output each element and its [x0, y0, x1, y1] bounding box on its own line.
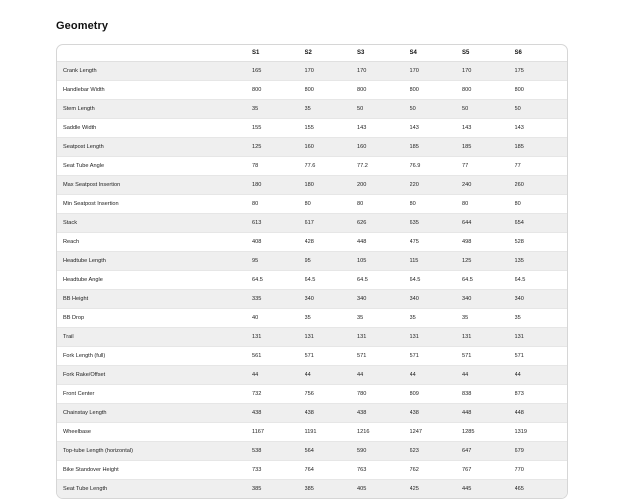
- table-cell-s3: 405: [357, 486, 367, 492]
- table-cell-s5: 131: [462, 334, 472, 340]
- table-row: [57, 195, 567, 214]
- table-row: [57, 404, 567, 423]
- table-cell-s6: 80: [514, 201, 521, 207]
- table-cell-s5: 77: [462, 163, 469, 169]
- table-cell-s3: 143: [357, 125, 367, 131]
- row-label: Saddle Width: [63, 125, 97, 131]
- table-cell-s2: 77.6: [304, 163, 316, 169]
- table-cell-s2: 385: [304, 486, 314, 492]
- row-label: Seatpost Length: [63, 144, 104, 150]
- table-row: [57, 423, 567, 442]
- table-cell-s4: 571: [409, 353, 419, 359]
- table-cell-s1: 800: [252, 87, 262, 93]
- table-row: [57, 309, 567, 328]
- table-cell-s1: 408: [252, 239, 262, 245]
- table-cell-s5: 50: [462, 106, 469, 112]
- table-cell-s6: 35: [514, 315, 521, 321]
- table-cell-s4: 50: [409, 106, 416, 112]
- row-label: BB Height: [63, 296, 89, 302]
- table-row: [57, 157, 567, 176]
- table-header-row: [57, 45, 567, 62]
- table-cell-s4: 220: [409, 182, 419, 188]
- table-cell-s6: 77: [514, 163, 521, 169]
- table-cell-s3: 170: [357, 68, 367, 74]
- table-cell-s6: 340: [514, 296, 524, 302]
- table-cell-s2: 155: [304, 125, 314, 131]
- table-cell-s3: 800: [357, 87, 367, 93]
- table-cell-s1: 1167: [252, 429, 265, 435]
- table-cell-s2: 35: [304, 106, 311, 112]
- table-cell-s1: 538: [252, 448, 262, 454]
- table-cell-s6: 50: [514, 106, 521, 112]
- table-cell-s1: 80: [252, 201, 259, 207]
- row-label: Max Seatpost Insertion: [63, 182, 121, 188]
- table-cell-s6: 448: [514, 410, 524, 416]
- table-cell-s6: 131: [514, 334, 524, 340]
- table-cell-s4: 35: [409, 315, 416, 321]
- table-cell-s4: 185: [409, 144, 419, 150]
- table-cell-s6: 571: [514, 353, 524, 359]
- table-row: [57, 366, 567, 385]
- table-cell-s5: 498: [462, 239, 472, 245]
- table-cell-s2: 428: [304, 239, 314, 245]
- table-cell-s5: 35: [462, 315, 469, 321]
- column-header-s4: S4: [410, 45, 463, 62]
- table-cell-s1: 335: [252, 296, 262, 302]
- table-cell-s2: 44: [304, 372, 311, 378]
- table-cell-s2: 160: [304, 144, 314, 150]
- table-cell-s4: 809: [409, 391, 419, 397]
- table-cell-s1: 64.5: [252, 277, 263, 283]
- table-cell-s1: 155: [252, 125, 262, 131]
- table-cell-s3: 590: [357, 448, 367, 454]
- row-label: Bike Standover Height: [63, 467, 119, 473]
- table-cell-s6: 770: [514, 467, 524, 473]
- table-cell-s5: 838: [462, 391, 472, 397]
- table-cell-s6: 175: [514, 68, 524, 74]
- table-cell-s3: 105: [357, 258, 367, 264]
- table-cell-s5: 185: [462, 144, 472, 150]
- table-cell-s4: 438: [409, 410, 419, 416]
- table-cell-s6: 800: [514, 87, 524, 93]
- table-cell-s5: 448: [462, 410, 472, 416]
- table-row: [57, 461, 567, 480]
- table-cell-s4: 635: [409, 220, 419, 226]
- table-cell-s1: 35: [252, 106, 259, 112]
- table-cell-s2: 64.5: [304, 277, 316, 283]
- table-cell-s4: 762: [409, 467, 419, 473]
- geometry-table-container: [56, 44, 568, 499]
- column-header-s3: S3: [357, 45, 410, 62]
- table-cell-s1: 44: [252, 372, 259, 378]
- table-cell-s4: 80: [409, 201, 416, 207]
- row-label: BB Drop: [63, 315, 85, 321]
- column-header-s2: S2: [305, 45, 358, 62]
- table-cell-s4: 170: [409, 68, 419, 74]
- table-cell-s2: 438: [304, 410, 314, 416]
- table-cell-s1: 613: [252, 220, 262, 226]
- table-row: [57, 81, 567, 100]
- row-label: Front Center: [63, 391, 95, 397]
- table-cell-s6: 1319: [514, 429, 527, 435]
- table-cell-s2: 571: [304, 353, 314, 359]
- row-label: Stack: [63, 220, 77, 226]
- row-label: Seat Tube Angle: [63, 163, 105, 169]
- table-row: [57, 119, 567, 138]
- table-cell-s5: 647: [462, 448, 472, 454]
- table-cell-s1: 732: [252, 391, 262, 397]
- table-cell-s1: 733: [252, 467, 262, 473]
- table-cell-s6: 64.5: [514, 277, 526, 283]
- table-cell-s4: 131: [409, 334, 419, 340]
- table-cell-s1: 561: [252, 353, 262, 359]
- table-cell-s5: 445: [462, 486, 472, 492]
- table-cell-s1: 180: [252, 182, 262, 188]
- table-cell-s3: 780: [357, 391, 367, 397]
- table-cell-s1: 165: [252, 68, 262, 74]
- row-label: Chainstay Length: [63, 410, 107, 416]
- table-cell-s4: 1247: [409, 429, 422, 435]
- table-cell-s3: 763: [357, 467, 367, 473]
- geometry-table: [57, 45, 567, 498]
- table-cell-s5: 1285: [462, 429, 475, 435]
- table-cell-s6: 465: [514, 486, 524, 492]
- row-label: Trail: [63, 334, 74, 340]
- table-row: [57, 385, 567, 404]
- table-cell-s3: 80: [357, 201, 364, 207]
- table-cell-s4: 143: [409, 125, 419, 131]
- table-cell-s4: 115: [409, 258, 419, 264]
- column-header-s5: S5: [462, 45, 515, 62]
- table-row: [57, 138, 567, 157]
- table-cell-s5: 800: [462, 87, 472, 93]
- table-cell-s2: 756: [304, 391, 314, 397]
- row-label: Seat Tube Length: [63, 486, 108, 492]
- table-cell-s3: 44: [357, 372, 364, 378]
- table-row: [57, 176, 567, 195]
- table-cell-s5: 64.5: [462, 277, 473, 283]
- table-row: [57, 480, 567, 499]
- table-cell-s3: 160: [357, 144, 367, 150]
- table-cell-s5: 80: [462, 201, 469, 207]
- table-cell-s3: 64.5: [357, 277, 368, 283]
- table-cell-s2: 170: [304, 68, 314, 74]
- table-cell-s2: 564: [304, 448, 314, 454]
- table-cell-s3: 35: [357, 315, 364, 321]
- table-cell-s4: 64.5: [409, 277, 421, 283]
- table-cell-s5: 170: [462, 68, 472, 74]
- table-cell-s3: 77.2: [357, 163, 368, 169]
- table-cell-s2: 35: [304, 315, 311, 321]
- table-cell-s2: 764: [304, 467, 314, 473]
- table-cell-s2: 1191: [304, 429, 317, 435]
- column-header-label: [57, 45, 252, 62]
- table-row: [57, 214, 567, 233]
- table-cell-s3: 200: [357, 182, 367, 188]
- table-row: [57, 271, 567, 290]
- table-cell-s6: 679: [514, 448, 524, 454]
- table-cell-s5: 340: [462, 296, 472, 302]
- table-cell-s4: 76.9: [409, 163, 421, 169]
- table-cell-s6: 185: [514, 144, 524, 150]
- table-cell-s5: 571: [462, 353, 472, 359]
- column-header-s1: S1: [252, 45, 305, 62]
- row-label: Wheelbase: [63, 429, 91, 435]
- table-cell-s2: 617: [304, 220, 314, 226]
- row-label: Fork Rake/Offset: [63, 372, 106, 378]
- table-cell-s2: 800: [304, 87, 314, 93]
- table-row: [57, 328, 567, 347]
- table-cell-s3: 1216: [357, 429, 370, 435]
- table-cell-s4: 800: [409, 87, 419, 93]
- table-cell-s1: 125: [252, 144, 262, 150]
- table-row: [57, 347, 567, 366]
- table-cell-s5: 143: [462, 125, 472, 131]
- table-row: [57, 442, 567, 461]
- table-cell-s4: 425: [409, 486, 419, 492]
- table-cell-s3: 50: [357, 106, 364, 112]
- table-cell-s2: 80: [304, 201, 311, 207]
- table-row: [57, 290, 567, 309]
- table-cell-s6: 143: [514, 125, 524, 131]
- table-cell-s5: 44: [462, 372, 469, 378]
- table-cell-s6: 135: [514, 258, 524, 264]
- row-label: Top-tube Length (horizontal): [63, 448, 133, 454]
- row-label: Crank Length: [63, 68, 97, 74]
- table-row: [57, 100, 567, 119]
- table-row: [57, 62, 567, 81]
- table-cell-s1: 40: [252, 315, 259, 321]
- column-header-s6: S6: [515, 45, 568, 62]
- table-cell-s3: 131: [357, 334, 367, 340]
- table-cell-s2: 131: [304, 334, 314, 340]
- row-label: Headtube Angle: [63, 277, 103, 283]
- row-label: Fork Length (full): [63, 353, 106, 359]
- table-cell-s3: 438: [357, 410, 367, 416]
- table-cell-s6: 260: [514, 182, 524, 188]
- table-cell-s3: 340: [357, 296, 367, 302]
- row-label: Headtube Length: [63, 258, 106, 264]
- table-cell-s5: 240: [462, 182, 472, 188]
- table-cell-s4: 623: [409, 448, 419, 454]
- table-cell-s1: 78: [252, 163, 259, 169]
- table-cell-s4: 44: [409, 372, 416, 378]
- table-row: [57, 233, 567, 252]
- table-cell-s4: 475: [409, 239, 419, 245]
- page-title: Geometry: [56, 20, 109, 32]
- row-label: Stem Length: [63, 106, 95, 112]
- table-cell-s5: 644: [462, 220, 472, 226]
- table-cell-s5: 767: [462, 467, 472, 473]
- table-row: [57, 252, 567, 271]
- table-cell-s1: 438: [252, 410, 262, 416]
- row-label: Reach: [63, 239, 80, 245]
- table-cell-s2: 180: [304, 182, 314, 188]
- table-cell-s6: 528: [514, 239, 524, 245]
- table-cell-s1: 95: [252, 258, 259, 264]
- row-label: Handlebar Width: [63, 87, 105, 93]
- table-cell-s2: 95: [304, 258, 311, 264]
- row-label: Min Seatpost Insertion: [63, 201, 119, 207]
- table-cell-s4: 340: [409, 296, 419, 302]
- table-cell-s1: 385: [252, 486, 262, 492]
- table-cell-s6: 44: [514, 372, 521, 378]
- table-cell-s5: 125: [462, 258, 472, 264]
- table-cell-s6: 654: [514, 220, 524, 226]
- table-cell-s2: 340: [304, 296, 314, 302]
- table-cell-s1: 131: [252, 334, 262, 340]
- table-cell-s3: 448: [357, 239, 367, 245]
- table-cell-s3: 571: [357, 353, 367, 359]
- table-cell-s3: 626: [357, 220, 367, 226]
- table-cell-s6: 873: [514, 391, 524, 397]
